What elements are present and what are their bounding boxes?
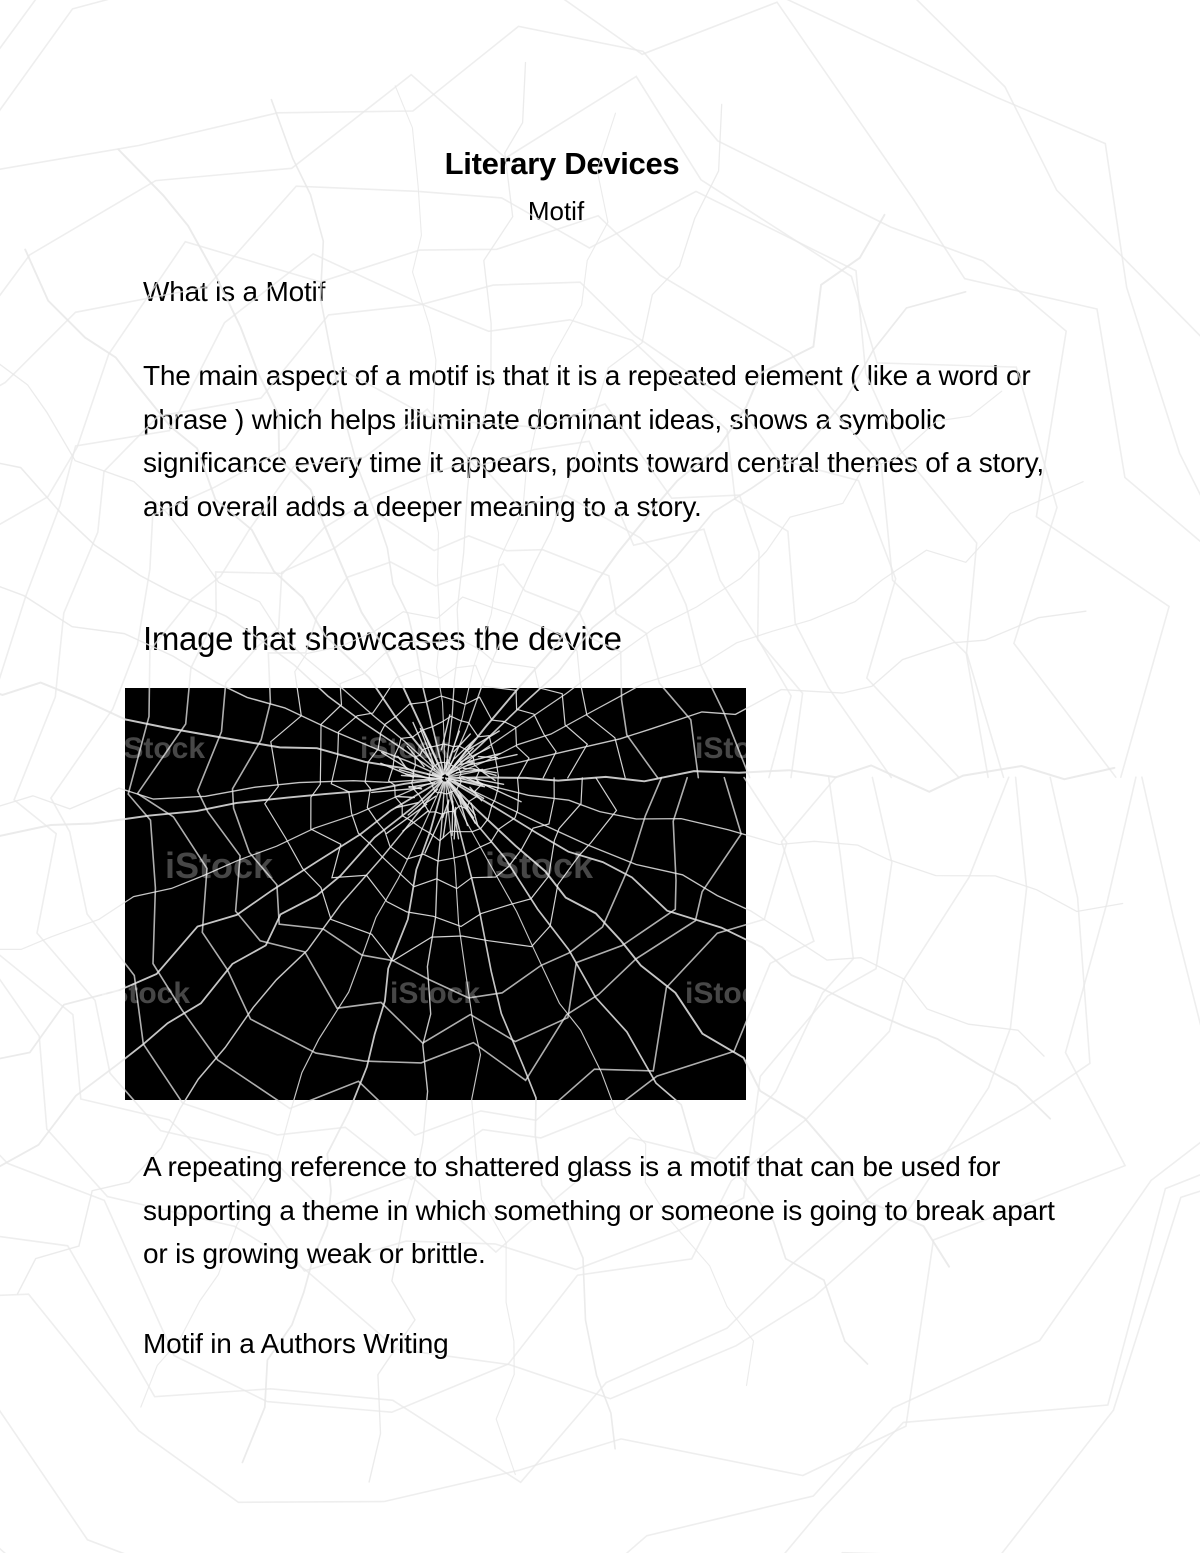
watermark-text: iStock (100, 977, 191, 1010)
section-heading-what-is-motif: What is a Motif (143, 276, 326, 307)
watermark-text: iStock (390, 977, 481, 1010)
document-title: Literary Devices (444, 146, 680, 181)
watermark-text: iStock (485, 845, 594, 886)
shattered-glass-illustration (100, 688, 786, 1100)
closing-heading: Motif in a Authors Writing (143, 1328, 449, 1359)
watermark-text: iStock (685, 977, 776, 1010)
watermark-text: iStock (695, 732, 786, 765)
watermark-text: iStock (165, 845, 274, 886)
image-explanation-paragraph: A repeating reference to shattered glass is a motif that can be used for supporting a theme in which something or someone is going to break apart or is growing weak or brittle. (143, 1151, 1055, 1269)
image-heading: Image that showcases the device (143, 620, 622, 657)
document-subtitle: Motif (527, 196, 585, 226)
crack-line (397, 797, 415, 798)
watermark-text: iStock (115, 732, 206, 765)
shattered-glass-image (100, 688, 786, 1100)
watermark-text: iStock (360, 732, 451, 765)
motif-definition-paragraph: The main aspect of a motif is that it is a repeated element ( like a word or phrase ) which helps illuminate dominant ideas, shows a symbolic significance every time it appears, points toward central themes of a story, and overall adds a deeper meaning to a story. (143, 360, 1044, 522)
